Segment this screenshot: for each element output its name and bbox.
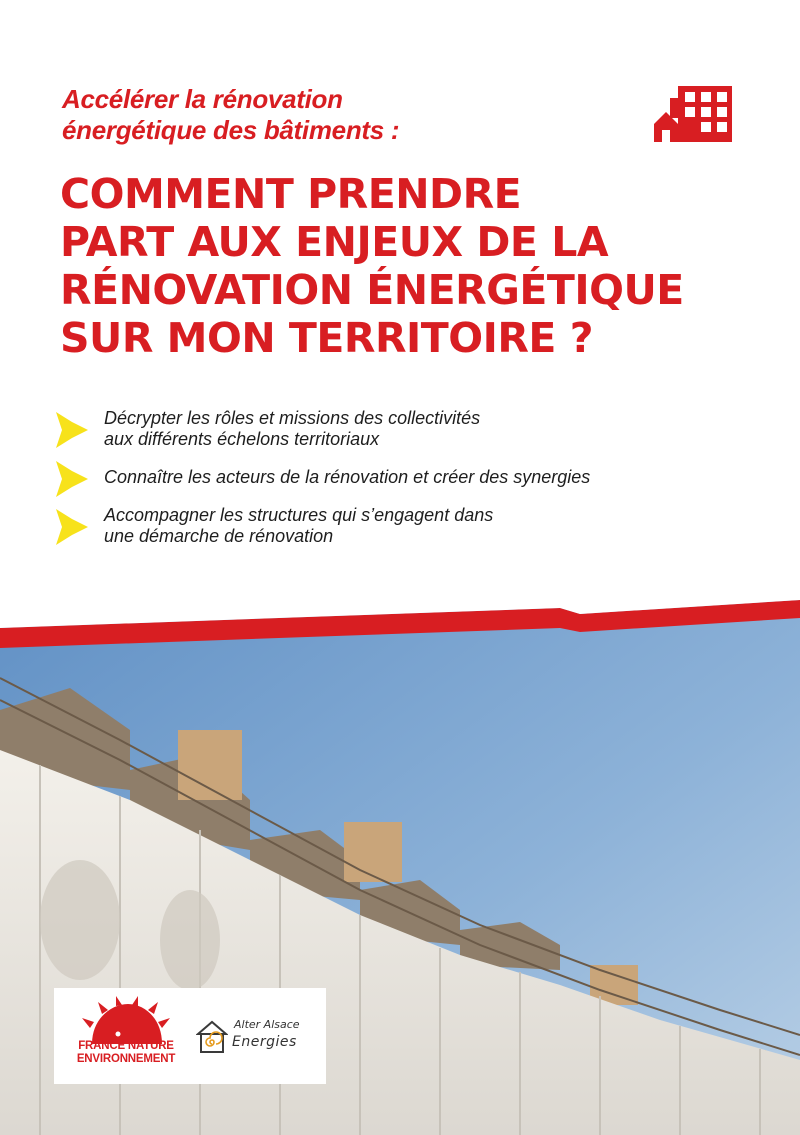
bullet-item bbox=[50, 467, 750, 488]
bullet-text-line: une démarche de rénovation bbox=[104, 526, 334, 546]
yellow-star-icon bbox=[50, 459, 90, 499]
kicker-line-1: Accélérer la rénovation bbox=[62, 84, 343, 114]
headline-line-1: COMMENT PRENDRE bbox=[60, 170, 522, 218]
bullet-text-line: aux différents échelons territoriaux bbox=[104, 429, 380, 449]
main-headline bbox=[60, 170, 780, 362]
fne-line-1: FRANCE NATURE bbox=[78, 1040, 174, 1052]
bullet-text-line: Décrypter les rôles et missions des collectivités bbox=[104, 408, 481, 428]
yellow-star-icon bbox=[50, 410, 90, 450]
bullet-list bbox=[50, 408, 750, 564]
kicker-title bbox=[62, 84, 582, 146]
headline-line-2: PART AUX ENJEUX DE LA bbox=[60, 218, 609, 266]
headline-line-3: RÉNOVATION ÉNERGÉTIQUE bbox=[60, 266, 684, 314]
bullet-text-line: Connaître les acteurs de la rénovation et créer des synergies bbox=[104, 467, 591, 487]
kicker-line-2: énergétique des bâtiments : bbox=[62, 115, 400, 145]
yellow-star-icon bbox=[50, 507, 90, 547]
fne-line-2: ENVIRONNEMENT bbox=[76, 1053, 176, 1065]
aae-line-1: Alter Alsace bbox=[234, 1018, 300, 1031]
building-icon bbox=[652, 84, 736, 144]
partner-logos bbox=[54, 988, 326, 1084]
bullet-item bbox=[50, 408, 750, 450]
headline-line-4: SUR MON TERRITOIRE ? bbox=[60, 314, 593, 362]
fne-wordmark bbox=[72, 1040, 180, 1066]
bullet-text-line: Accompagner les structures qui s’engagent dans bbox=[104, 505, 494, 525]
bullet-item bbox=[50, 505, 750, 547]
house-spiral-logo bbox=[196, 1020, 228, 1054]
aae-line-2: Energies bbox=[232, 1034, 297, 1050]
